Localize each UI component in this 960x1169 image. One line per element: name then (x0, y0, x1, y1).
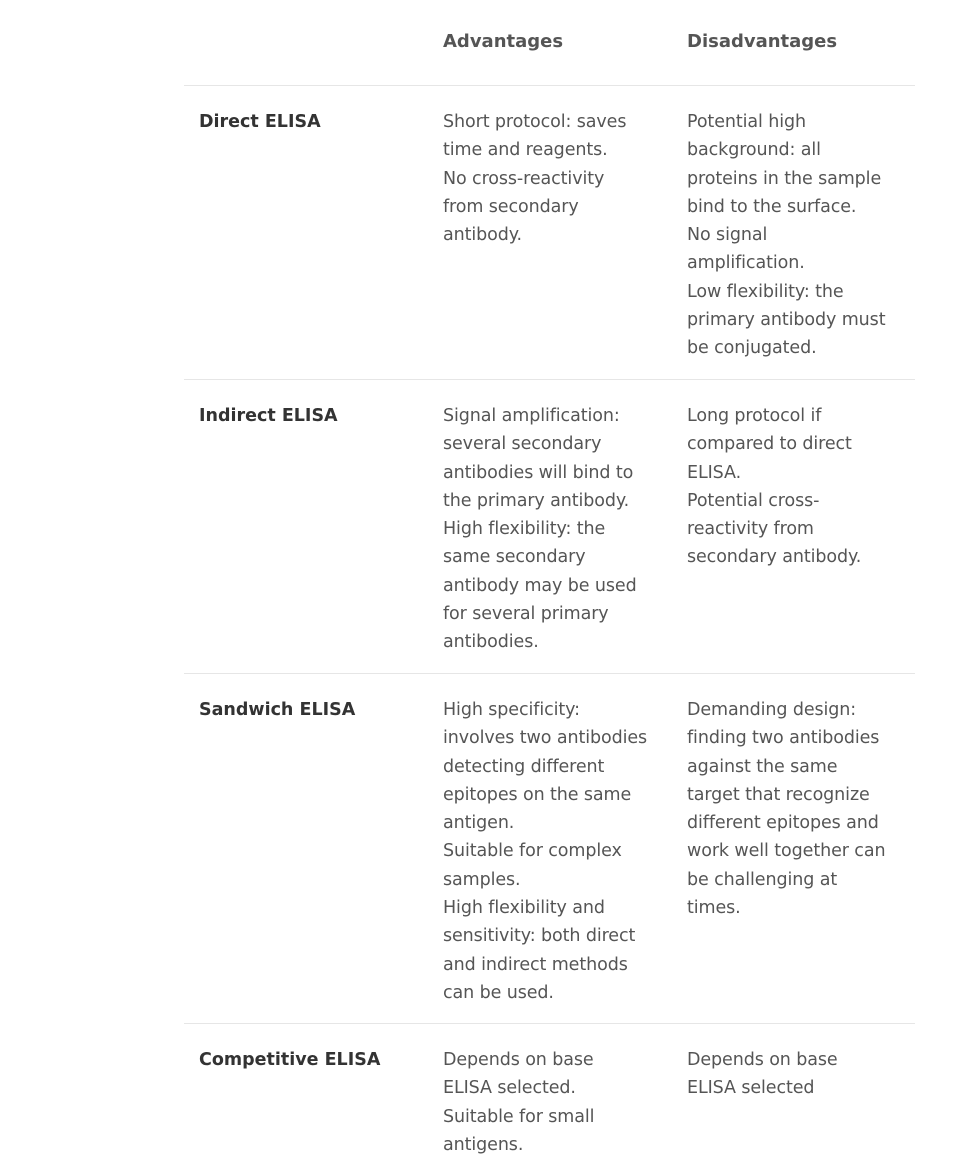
advantage-line: involves two antibodies (443, 728, 648, 749)
disadvantage-line: ELISA. (687, 462, 742, 483)
advantage-line: antigens. (443, 1134, 524, 1155)
disadvantage-line: secondary antibody. (687, 547, 862, 568)
disadvantage-line: proteins in the sample (687, 168, 882, 189)
disadvantage-line: work well together can (687, 841, 886, 862)
advantage-line: antibody. (443, 225, 522, 246)
advantages-cell (443, 108, 675, 249)
elisa-comparison-table (184, 0, 915, 1169)
advantage-line: High specificity: (443, 700, 580, 720)
advantage-line: detecting different (443, 756, 605, 777)
advantage-line: several secondary (443, 434, 602, 455)
disadvantages-cell (687, 108, 915, 363)
row-name: Sandwich ELISA (199, 700, 356, 720)
advantage-line: same secondary (443, 547, 586, 568)
disadvantage-line: background: all (687, 140, 821, 161)
advantage-line: antibody may be used (443, 575, 637, 596)
advantage-line: can be used. (443, 982, 554, 1003)
advantage-line: High flexibility: the (443, 519, 606, 540)
advantage-line: sensitivity: both direct (443, 926, 636, 947)
disadvantages-cell (687, 402, 915, 572)
disadvantage-line: be conjugated. (687, 338, 817, 359)
disadvantage-line: reactivity from (687, 519, 814, 540)
disadvantage-line: amplification. (687, 253, 805, 274)
header-disadvantages: Disadvantages (687, 31, 838, 52)
disadvantage-line: compared to direct (687, 434, 852, 455)
disadvantage-line: Demanding design: (687, 700, 857, 720)
table-row-sandwich-elisa (184, 674, 915, 1024)
advantage-line: for several primary (443, 604, 609, 625)
advantage-line: Depends on base (443, 1050, 594, 1070)
advantage-line: Suitable for small (443, 1106, 595, 1127)
advantage-line: No cross-reactivity (443, 168, 605, 189)
advantage-line: ELISA selected. (443, 1078, 576, 1099)
advantage-line: epitopes on the same (443, 784, 632, 805)
advantage-line: Suitable for complex (443, 841, 622, 862)
disadvantage-line: finding two antibodies (687, 728, 880, 749)
table-header-row (184, 0, 915, 86)
advantage-line: samples. (443, 869, 521, 890)
advantage-line: antibodies will bind to (443, 462, 634, 483)
row-name: Indirect ELISA (199, 406, 338, 426)
advantage-line: antigen. (443, 813, 515, 834)
disadvantage-line: ELISA selected (687, 1078, 815, 1099)
disadvantage-line: times. (687, 898, 741, 919)
advantage-line: High flexibility and (443, 898, 605, 919)
row-name: Direct ELISA (199, 112, 321, 132)
advantages-cell (443, 1046, 675, 1159)
disadvantage-line: Potential high (687, 112, 806, 132)
disadvantage-line: primary antibody must (687, 310, 886, 331)
disadvantage-line: target that recognize (687, 784, 870, 805)
disadvantage-line: different epitopes and (687, 813, 879, 834)
advantage-line: the primary antibody. (443, 490, 630, 511)
advantage-line: from secondary (443, 196, 579, 217)
advantage-line: time and reagents. (443, 140, 608, 161)
disadvantage-line: Potential cross- (687, 490, 820, 511)
disadvantage-line: Long protocol if (687, 406, 822, 426)
advantage-line: Short protocol: saves (443, 112, 627, 132)
disadvantages-cell (687, 1046, 915, 1103)
advantage-line: antibodies. (443, 632, 539, 653)
disadvantage-line: Low flexibility: the (687, 281, 844, 302)
table-row-indirect-elisa (184, 380, 915, 674)
disadvantage-line: against the same (687, 756, 838, 777)
advantage-line: and indirect methods (443, 954, 628, 975)
advantage-line: Signal amplification: (443, 406, 620, 426)
disadvantage-line: bind to the surface. (687, 196, 857, 217)
advantages-cell (443, 696, 675, 1007)
disadvantage-line: No signal (687, 225, 768, 246)
row-name: Competitive ELISA (199, 1050, 381, 1070)
disadvantages-cell (687, 696, 915, 922)
disadvantage-line: Depends on base (687, 1050, 838, 1070)
disadvantage-line: be challenging at (687, 869, 838, 890)
advantages-cell (443, 402, 675, 657)
header-advantages: Advantages (443, 31, 564, 52)
table-row-competitive-elisa (184, 1024, 915, 1169)
table-row-direct-elisa (184, 86, 915, 380)
